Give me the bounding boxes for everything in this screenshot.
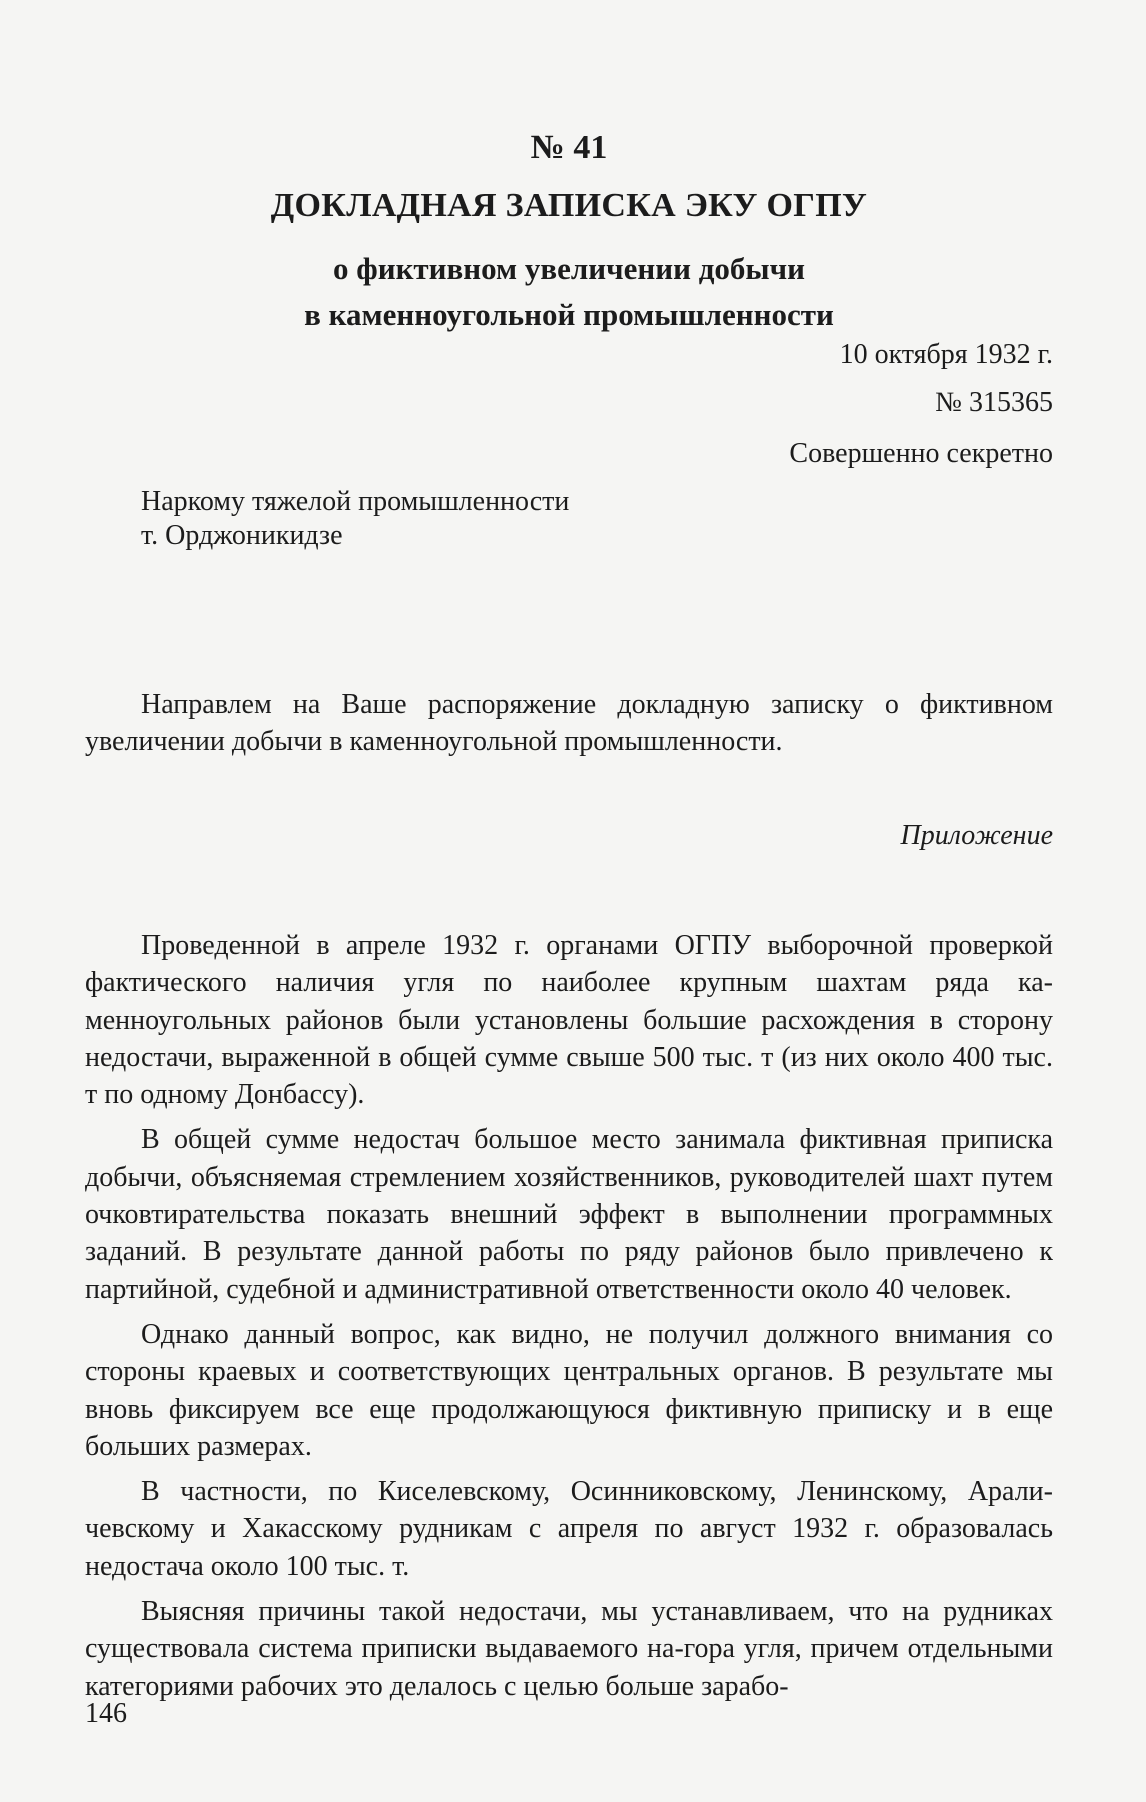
registration-number: № 315365 (935, 387, 1053, 418)
document-title: ДОКЛАДНАЯ ЗАПИСКА ЭКУ ОГПУ (270, 187, 868, 224)
addressee-position: Наркому тяжелой промышленности (141, 486, 570, 517)
paragraph: Проведенной в апреле 1932 г. органами ОГПУ выборочной проверкой фактического наличия угля по наиболее крупным шахтам ряда каменноугольных районов были установлены большие расхождения в сторону недостачи, выраженной в общей сумме свыше 500 тыс. т (из них около 400 тыс. т по одному Донбассу). (85, 930, 1053, 1111)
cover-letter-text: Направлем на Ваше распоряжение докладную записку о фиктивном увеличении добычи в каменноугольной промышленности. (85, 689, 1053, 757)
classification-stamp: Совершенно секретно (789, 438, 1053, 469)
paragraph: В частности, по Киселевскому, Осинниковскому, Ленинскому, Араличевскому и Хакасскому рудникам с апреля по август 1932 г. образовалась недостача около 100 тыс. т. (85, 1476, 1053, 1582)
document-subtitle (85, 246, 1053, 338)
appendix-body (85, 927, 1053, 1713)
paragraph: Выясняя причины такой недостачи, мы устанавливаем, что на рудниках существовала система приписки выдаваемого на-гора угля, причем отдельными категориями рабочих это делалось с целью больше зарабо- (85, 1596, 1053, 1702)
subtitle-line-1: о фиктивном увеличении добычи (333, 251, 805, 286)
addressee-name: т. Орджоникидзе (141, 520, 343, 551)
document-date: 10 октября 1932 г. (839, 339, 1053, 370)
subtitle-line-2: в каменноугольной промышленности (304, 297, 834, 332)
document-number: № 41 (530, 129, 608, 166)
appendix-label: Приложение (900, 820, 1053, 851)
paragraph: В общей сумме недостач большое место занимала фиктивная приписка добычи, объясняемая стремлением хозяйственников, руководителей шахт путем очковтирательства показать внешний эффект в выполнении программных заданий. В результате данной работы по ряду районов было привлечено к партийной, судебной и административной ответственности около 40 человек. (85, 1124, 1053, 1305)
document-page (85, 0, 1053, 1802)
paragraph: Однако данный вопрос, как видно, не получил должного внимания со стороны краевых и соответствующих центральных органов. В результате мы вновь фиксируем все еще продолжающуюся фиктивную приписку и в еще больших размерах. (85, 1318, 1053, 1462)
page-number: 146 (85, 1698, 127, 1729)
